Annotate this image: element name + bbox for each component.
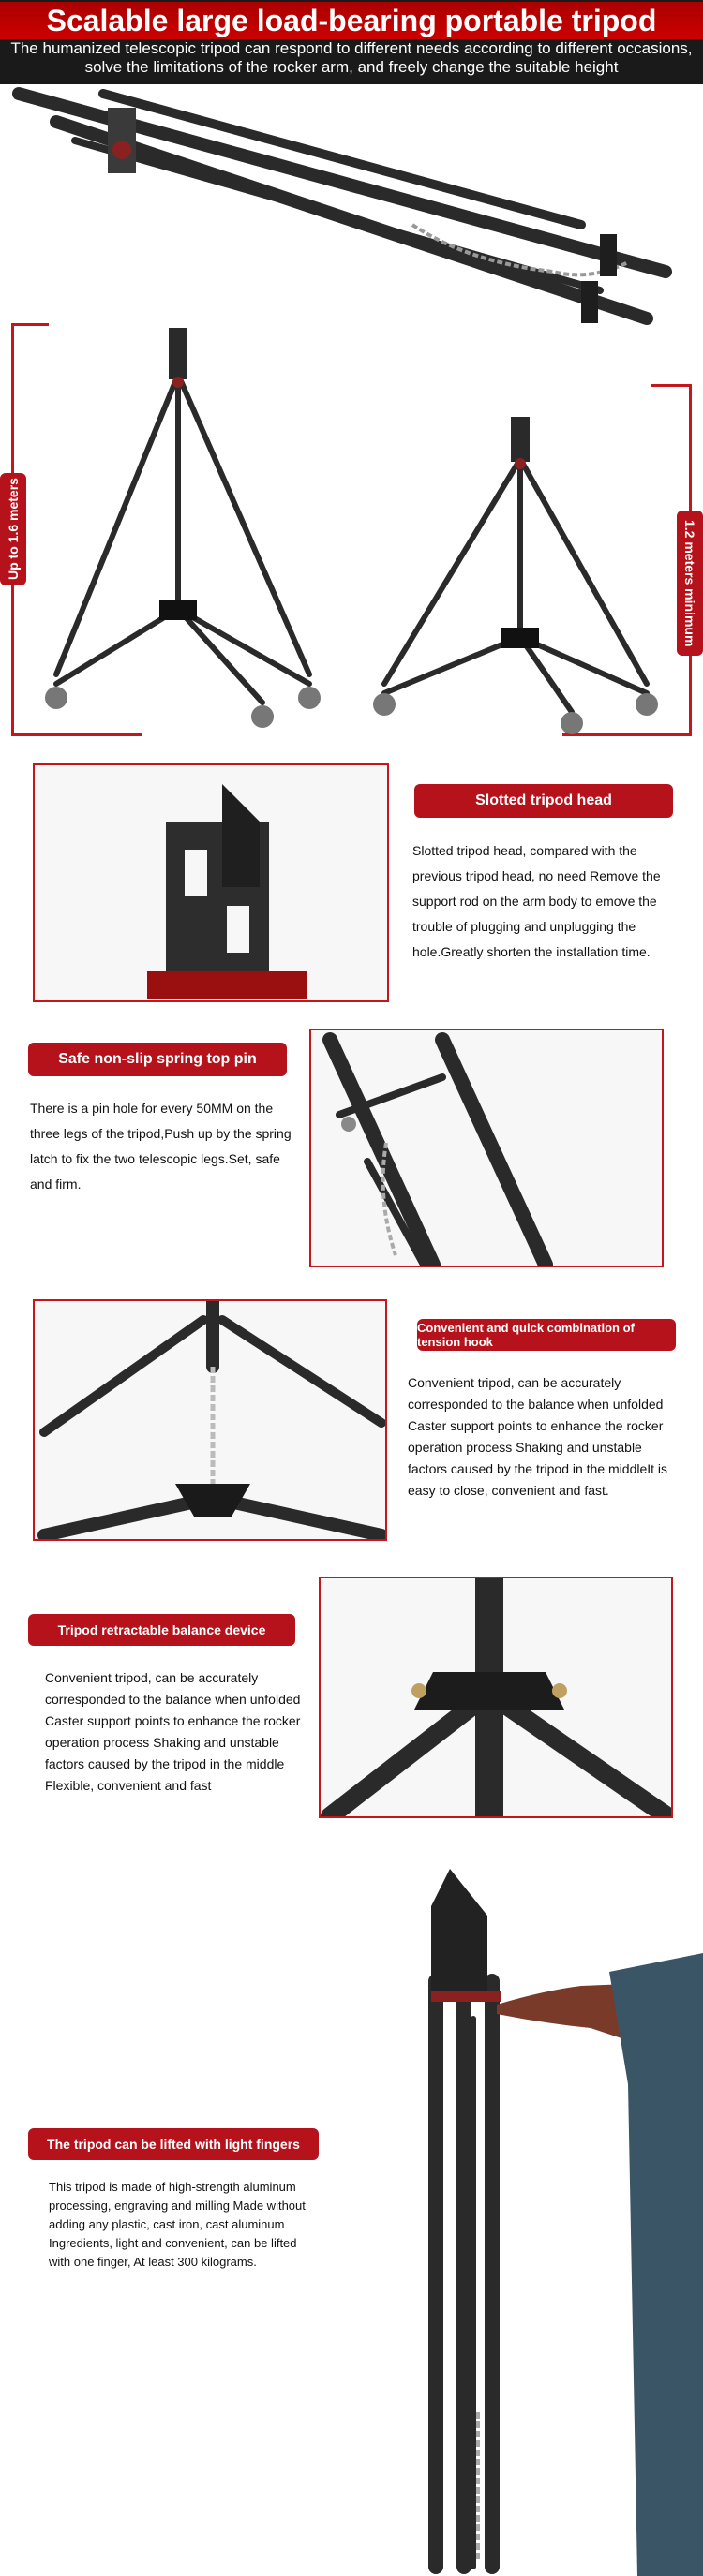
tension-hook-photo	[33, 1299, 387, 1541]
light-fingers-title-badge	[28, 2128, 319, 2160]
min-height-badge	[677, 511, 703, 656]
slotted-head-description: Slotted tripod head, compared with the previous tripod head, no need Remove the support rod on the arm body to emove the trouble of plugging and unplugging the hole.Greatly shorten the installation time.	[412, 843, 661, 959]
balance-device-photo	[319, 1577, 673, 1818]
short-tripod-image	[366, 412, 675, 740]
right-bracket-top	[651, 384, 691, 387]
slotted-head-title-badge	[414, 784, 673, 818]
slotted-head-title: Slotted tripod head	[475, 792, 612, 808]
page-subtitle: The humanized telescopic tripod can respond to different needs according to different occasions, solve the limitations of the rocker arm, and freely change the suitable height	[10, 39, 693, 76]
page-title: Scalable large load-bearing portable tripod	[0, 2, 703, 39]
balance-device-title-badge	[28, 1614, 295, 1646]
max-height-badge	[0, 473, 26, 585]
spring-pin-photo	[309, 1029, 664, 1267]
max-height-label: Up to 1.6 meters	[6, 478, 21, 581]
folded-tripod-image	[0, 84, 703, 347]
tension-hook-title-badge	[417, 1319, 676, 1351]
light-fingers-title: The tripod can be lifted with light fingers	[47, 2137, 300, 2152]
lifted-tripod-photo	[394, 1850, 703, 2576]
light-fingers-description: This tripod is made of high-strength aluminum processing, engraving and milling Made without adding any plastic, cast iron, cast aluminum Ingredients, light and convenient, can be lifted with one finger, At least 300 kilograms.	[49, 2180, 306, 2269]
tall-tripod-image	[37, 318, 356, 740]
min-height-label: 1.2 meters minimum	[682, 519, 697, 647]
spring-pin-description: There is a pin hole for every 50MM on the three legs of the tripod,Push up by the spring latch to fix the two telescopic legs.Set, safe and firm.	[30, 1101, 292, 1192]
tension-hook-description: Convenient tripod, can be accurately corresponded to the balance when unfolded Caster support points to enhance the rocker operation process Shaking and unstable factors caused by the tripod in the middleIt is easy to close, convenient and fast.	[408, 1375, 668, 1498]
tension-hook-title: Convenient and quick combination of tension hook	[417, 1321, 635, 1349]
spring-pin-title: Safe non-slip spring top pin	[58, 1051, 257, 1067]
balance-device-title: Tripod retractable balance device	[57, 1622, 266, 1637]
spring-pin-title-badge	[28, 1043, 287, 1076]
slotted-head-photo	[33, 763, 389, 1002]
balance-device-description: Convenient tripod, can be accurately corresponded to the balance when unfolded Caster support points to enhance the rocker operation process Shaking and unstable factors caused by the tripod in the middle Flexible, convenient and fast	[45, 1670, 301, 1793]
page-header	[0, 0, 703, 84]
